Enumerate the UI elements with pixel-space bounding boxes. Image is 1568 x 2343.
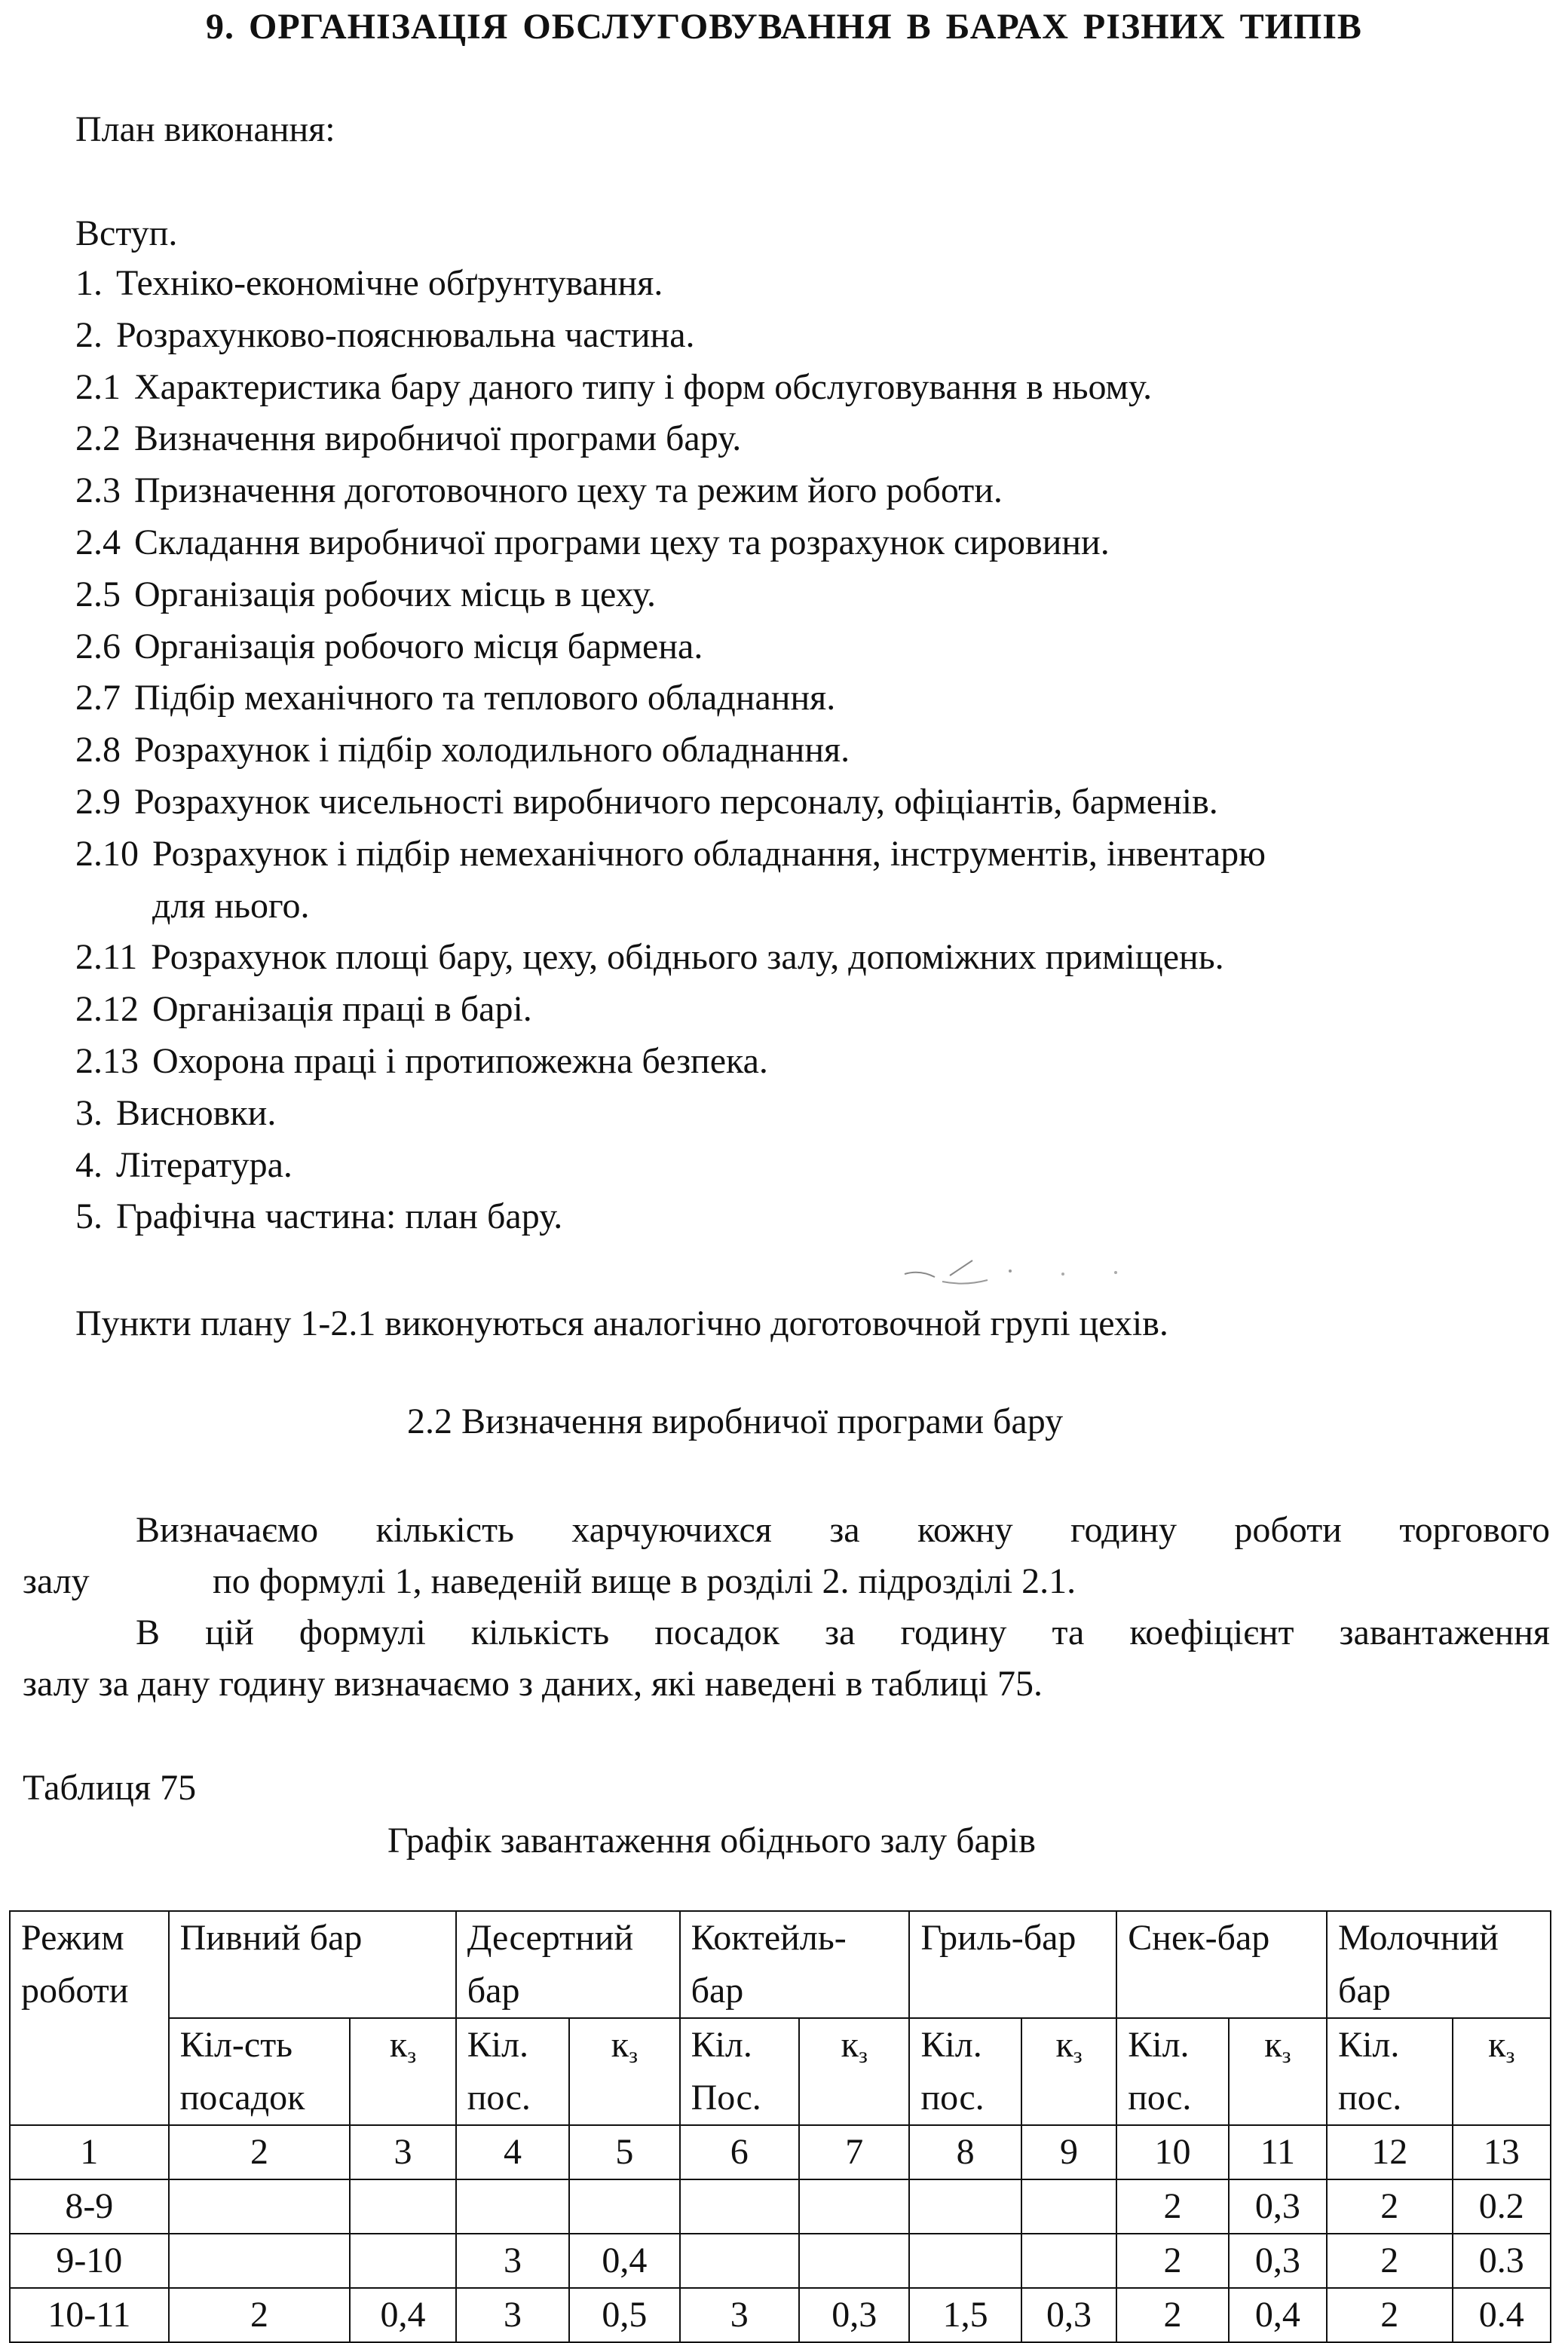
section-heading: 2.2 Визначення виробничої програми бару (407, 1401, 1064, 1441)
column-number: 6 (680, 2125, 799, 2179)
table-cell (799, 2179, 909, 2234)
bar-type-header: Молочний бар (1327, 1911, 1551, 2018)
plan-item (75, 313, 695, 358)
plan-item (75, 987, 532, 1032)
plan-item-number: 2.8 (75, 730, 121, 770)
plan-item-text: Графічна частина: план бару. (116, 1196, 563, 1237)
seatings-header (456, 2018, 569, 2125)
load-coefficient-header (799, 2018, 909, 2125)
table-cell: 0,5 (569, 2288, 679, 2342)
table-cell: 2 (1327, 2288, 1452, 2342)
plan-item-text: Література. (116, 1144, 292, 1185)
plan-item-text: Організація робочих місць в цеху. (134, 574, 657, 614)
plan-item (75, 675, 835, 721)
plan-item-text: Підбір механічного та теплового обладнання. (134, 678, 836, 718)
table-cell: 0,3 (799, 2288, 909, 2342)
subheader-text: Кіл. Пос. (691, 2025, 761, 2118)
table-cell: 3 (456, 2234, 569, 2288)
column-number: 13 (1453, 2125, 1551, 2179)
plan-item-number: 2.6 (75, 626, 121, 666)
plan-item-number: 5. (75, 1196, 103, 1237)
table-cell (1021, 2234, 1116, 2288)
paragraph-2-line-2: залу за дану годину визначаємо з даних, які наведені в таблиці 75. (23, 1664, 1043, 1704)
table-cell (169, 2234, 351, 2288)
plan-item (75, 935, 1224, 980)
table-cell: 0.3 (1453, 2234, 1551, 2288)
column-number: 11 (1229, 2125, 1327, 2179)
table-cell: 1,5 (909, 2288, 1021, 2342)
seatings-header (680, 2018, 799, 2125)
plan-item-number: 4. (75, 1144, 103, 1185)
plan-item (75, 727, 850, 773)
seatings-header (1327, 2018, 1452, 2125)
plan-item-text: Організація робочого місця бармена. (134, 626, 703, 666)
table-cell: 3 (456, 2288, 569, 2342)
plan-item-number: 2.5 (75, 574, 121, 614)
table-cell (680, 2179, 799, 2234)
table-cell (456, 2179, 569, 2234)
table-row (10, 2234, 1551, 2288)
plan-item-number: 2. (75, 314, 103, 355)
plan-item (75, 520, 1110, 565)
table-cell: 0.4 (1453, 2288, 1551, 2342)
coefficient-subscript: з (1282, 2043, 1291, 2068)
bar-type-header: Гриль-бар (909, 1911, 1116, 2018)
table-cell (1021, 2179, 1116, 2234)
plan-item-text: Розрахунок і підбір холодильного обладнання. (134, 730, 850, 770)
plan-item (75, 779, 1218, 825)
table-cell: 0.2 (1453, 2179, 1551, 2234)
table-cell (909, 2234, 1021, 2288)
scan-smudge (890, 1251, 1161, 1289)
table-row (10, 2179, 1551, 2234)
time-slot-cell: 10-11 (10, 2288, 169, 2342)
subheader-text: к (611, 2025, 629, 2065)
table-cell: 0,3 (1229, 2179, 1327, 2234)
bar-load-table (9, 1910, 1551, 2343)
subheader-text: Кіл. пос. (467, 2025, 531, 2118)
table-cell: 0,4 (1229, 2288, 1327, 2342)
plan-item (75, 365, 1152, 410)
subheader-text: Кіл. пос. (920, 2025, 985, 2118)
plan-item-number: 2.9 (75, 782, 121, 822)
plan-item-number: 2.3 (75, 470, 121, 511)
seatings-header (169, 2018, 351, 2125)
plan-note: Пункти плану 1-2.1 виконуються аналогічно доготовочной групі цехів. (75, 1303, 1168, 1343)
load-coefficient-header (569, 2018, 679, 2125)
plan-item-number: 2.10 (75, 833, 139, 874)
plan-item-number: 2.11 (75, 937, 138, 978)
bar-type-header: Пивний бар (169, 1911, 456, 2018)
table-header-row (10, 1911, 1551, 2018)
seatings-header (909, 2018, 1021, 2125)
plan-item-number: 2.7 (75, 678, 121, 718)
plan-item-text: Призначення доготовочного цеху та режим його роботи. (134, 470, 1003, 511)
plan-item-text: Організація праці в барі. (152, 989, 532, 1030)
plan-item-text: Розрахунок площі бару, цеху, обіднього залу, допоміжних приміщень. (151, 937, 1224, 978)
plan-item (152, 884, 310, 929)
plan-item-text: Розрахунково-пояснювальна частина. (116, 314, 695, 355)
plan-item (75, 832, 1266, 877)
plan-heading: План виконання: (75, 109, 335, 149)
plan-item (75, 1091, 276, 1136)
table-cell: 2 (169, 2288, 351, 2342)
table-cell (169, 2179, 351, 2234)
table-cell (569, 2179, 679, 2234)
table-cell: 2 (1116, 2234, 1228, 2288)
column-number: 3 (350, 2125, 455, 2179)
table-cell: 0,3 (1229, 2234, 1327, 2288)
subheader-text: к (841, 2025, 859, 2065)
column-number: 10 (1116, 2125, 1228, 2179)
plan-item-number: 3. (75, 1092, 103, 1133)
plan-item-number: 2.13 (75, 1041, 139, 1081)
column-number: 8 (909, 2125, 1021, 2179)
plan-item (75, 416, 741, 461)
table-cell: 2 (1116, 2179, 1228, 2234)
plan-item-text: Характеристика бару даного типу і форм обслуговування в ньому. (134, 366, 1153, 407)
plan-item-text: Визначення виробничої програми бару. (134, 418, 742, 459)
column-number: 5 (569, 2125, 679, 2179)
subheader-text: к (1055, 2025, 1073, 2065)
plan-item (75, 1143, 292, 1188)
plan-item-number: 2.4 (75, 522, 121, 562)
plan-item-text: для нього. (152, 885, 310, 926)
column-number: 4 (456, 2125, 569, 2179)
coefficient-subscript: з (858, 2043, 868, 2068)
plan-item-number: 2.2 (75, 418, 121, 459)
subheader-text: к (389, 2025, 408, 2065)
plan-item (75, 468, 1003, 513)
table-cell: 2 (1116, 2288, 1228, 2342)
table-subheader-row (10, 2018, 1551, 2125)
time-slot-cell: 9-10 (10, 2234, 169, 2288)
plan-item-number: 2.1 (75, 366, 121, 407)
coefficient-subscript: з (1073, 2043, 1083, 2068)
table-row (10, 2288, 1551, 2342)
coefficient-subscript: з (629, 2043, 638, 2068)
plan-item-text: Розрахунок чисельності виробничого персоналу, офіціантів, барменів. (134, 782, 1218, 822)
mode-header: Режим роботи (10, 1911, 169, 2125)
load-coefficient-header (1229, 2018, 1327, 2125)
table-label: Таблиця 75 (23, 1768, 197, 1808)
bar-type-header: Коктейль-бар (680, 1911, 910, 2018)
column-number: 12 (1327, 2125, 1452, 2179)
column-number: 2 (169, 2125, 351, 2179)
document-title: 9. ОРГАНІЗАЦІЯ ОБСЛУГОВУВАННЯ В БАРАХ РІЗНИХ ТИПІВ (206, 7, 1362, 47)
table-caption: Графік завантаження обіднього залу барів (387, 1821, 1036, 1861)
subheader-text: Кіл. пос. (1338, 2025, 1402, 2118)
paragraph-1-line-2a: залу (23, 1561, 90, 1601)
table-cell: 3 (680, 2288, 799, 2342)
load-coefficient-header (1021, 2018, 1116, 2125)
plan-item (75, 572, 656, 617)
table-cell (350, 2179, 455, 2234)
subheader-text: к (1264, 2025, 1282, 2065)
subheader-text: Кіл-сть посадок (179, 2025, 305, 2118)
table-cell: 0,4 (350, 2288, 455, 2342)
coefficient-subscript: з (1505, 2043, 1515, 2068)
plan-item (75, 261, 663, 306)
table-cell: 2 (1327, 2234, 1452, 2288)
subheader-text: Кіл. пос. (1128, 2025, 1192, 2118)
load-coefficient-header (1453, 2018, 1551, 2125)
plan-item-text: Складання виробничої програми цеху та розрахунок сировини. (134, 522, 1110, 562)
paragraph-1-line-2b: по формулі 1, наведеній вище в розділі 2. підрозділі 2.1. (213, 1561, 1076, 1601)
column-number: 1 (10, 2125, 169, 2179)
subheader-text: к (1488, 2025, 1506, 2065)
time-slot-cell: 8-9 (10, 2179, 169, 2234)
bar-type-header: Снек-бар (1116, 1911, 1327, 2018)
plan-item-text: Висновки. (116, 1092, 277, 1133)
table-cell (350, 2234, 455, 2288)
paragraph-1-line-1: Визначаємо кількість харчуючихся за кожну годину роботи торгового (136, 1510, 1550, 1550)
column-number: 9 (1021, 2125, 1116, 2179)
plan-item (75, 1194, 562, 1239)
table-cell: 0,3 (1021, 2288, 1116, 2342)
table-cell (799, 2234, 909, 2288)
plan-item (75, 624, 703, 669)
plan-item-text: Охорона праці і протипожежна безпека. (152, 1041, 768, 1081)
plan-item-text: Техніко-економічне обґрунтування. (116, 263, 663, 303)
plan-item (75, 1039, 768, 1084)
table-cell: 0,4 (569, 2234, 679, 2288)
column-number-row (10, 2125, 1551, 2179)
coefficient-subscript: з (407, 2043, 417, 2068)
paragraph-2-line-1: В цій формулі кількість посадок за годину та коефіцієнт завантаження (136, 1613, 1550, 1652)
table-cell (909, 2179, 1021, 2234)
plan-item-number: 2.12 (75, 989, 139, 1030)
plan-item-number: 1. (75, 263, 103, 303)
table-cell (680, 2234, 799, 2288)
column-number: 7 (799, 2125, 909, 2179)
load-coefficient-header (350, 2018, 455, 2125)
plan-intro: Вступ. (75, 213, 178, 253)
seatings-header (1116, 2018, 1228, 2125)
bar-type-header: Десертний бар (456, 1911, 680, 2018)
table-cell: 2 (1327, 2179, 1452, 2234)
plan-item-text: Розрахунок і підбір немеханічного обладнання, інструментів, інвентарю (152, 833, 1266, 874)
